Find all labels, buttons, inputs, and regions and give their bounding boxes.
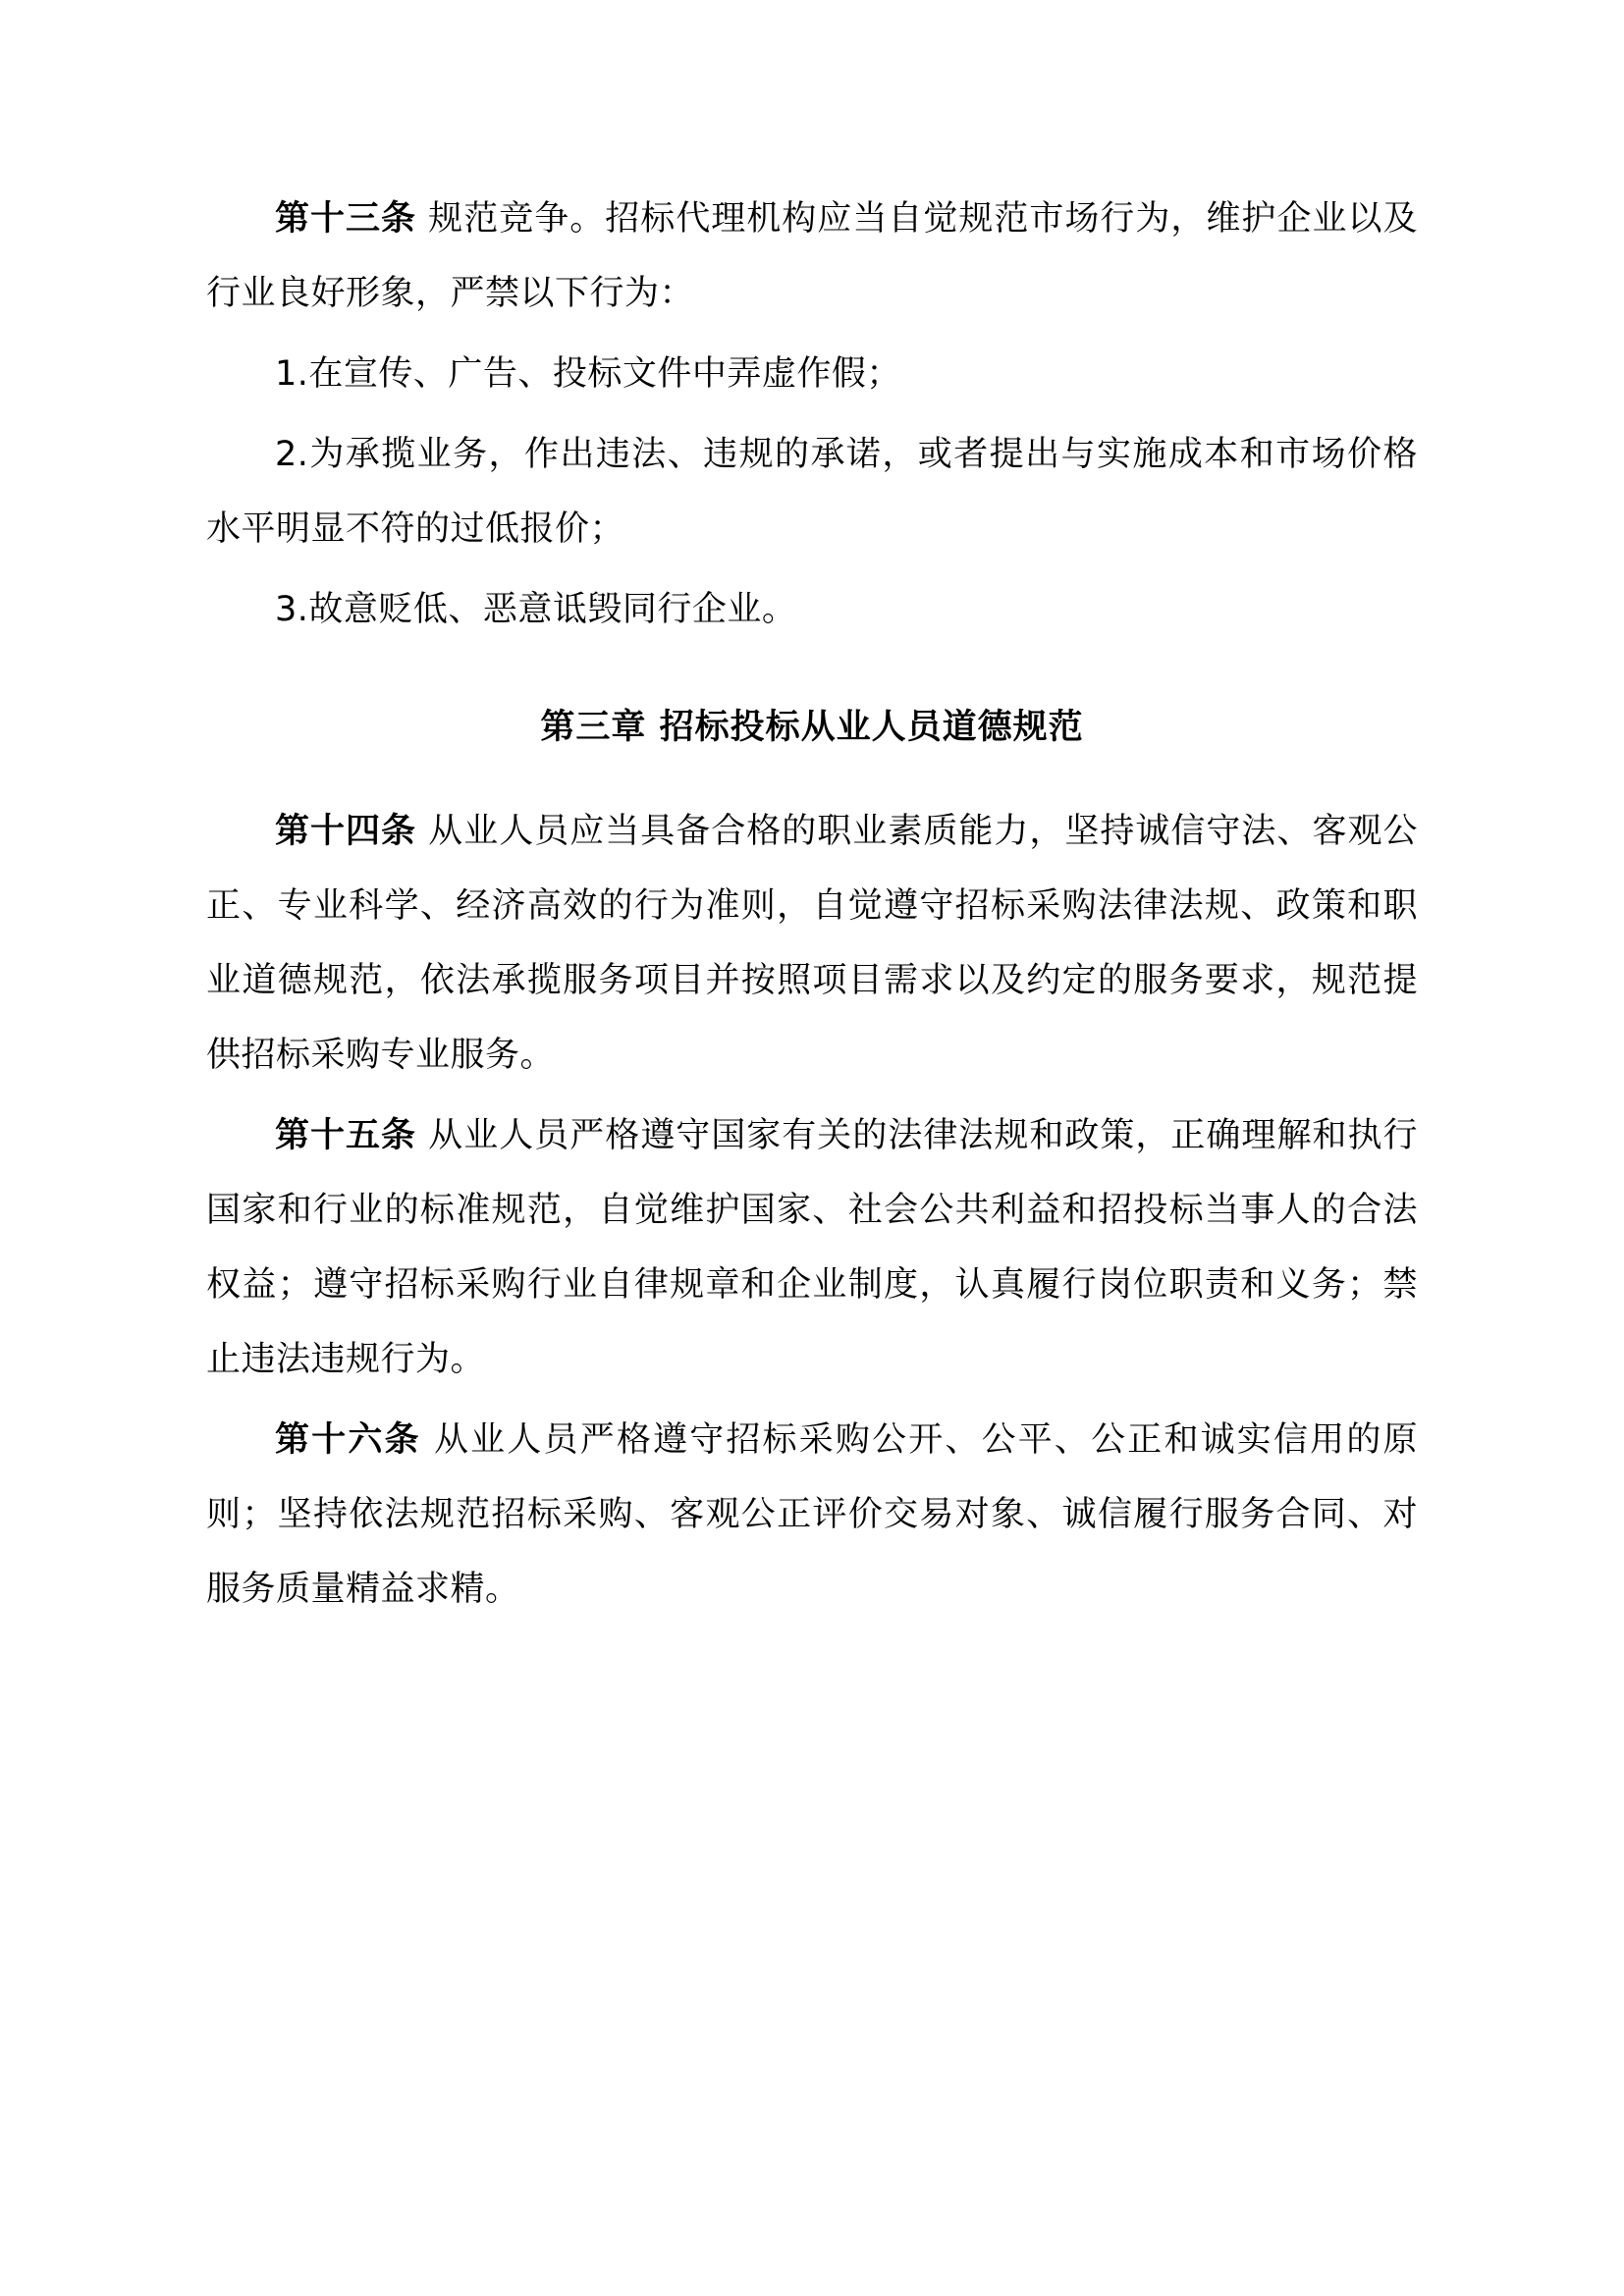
article-text-16: 从业人员严格遵守招标采购公开、公平、公正和诚实信用的原则；坚持依法规范招标采购、客观公正评价交易对象、诚信履行服务合同、对服务质量精益求精。 [206, 1420, 1418, 1609]
list-item-1-text: 1.在宣传、广告、投标文件中弄虚作假； [275, 354, 901, 394]
document-body [206, 182, 1418, 1627]
paragraph-article-14 [206, 794, 1418, 1093]
list-item-3-text: 3.故意贬低、恶意诋毁同行企业。 [275, 590, 797, 629]
paragraph-article-15 [206, 1098, 1418, 1397]
list-item-2 [206, 417, 1418, 566]
paragraph-article-13 [206, 182, 1418, 331]
chapter-heading: 第三章 招标投标从业人员道德规范 [540, 708, 1084, 747]
article-number-15: 第十五条 [275, 1116, 417, 1155]
list-item-3 [206, 572, 1418, 647]
article-number-14: 第十四条 [275, 812, 417, 851]
paragraph-article-16 [206, 1403, 1418, 1627]
article-number-16: 第十六条 [275, 1420, 421, 1460]
article-text-14: 从业人员应当具备合格的职业素质能力，坚持诚信守法、客观公正、专业科学、经济高效的行为准则，自觉遵守招标采购法律法规、政策和职业道德规范，依法承揽服务项目并按照项目需求以及约定的服务要求，规范提供招标采购专业服务。 [206, 812, 1418, 1075]
article-text-15: 从业人员严格遵守国家有关的法律法规和政策，正确理解和执行国家和行业的标准规范，自觉维护国家、社会公共利益和招投标当事人的合法权益；遵守招标采购行业自律规章和企业制度，认真履行岗位职责和义务；禁止违法违规行为。 [206, 1116, 1418, 1379]
list-item-2-text: 2.为承揽业务，作出违法、违规的承诺，或者提出与实施成本和市场价格水平明显不符的过低报价； [206, 435, 1418, 549]
list-item-1 [206, 337, 1418, 411]
article-number-13: 第十三条 [275, 199, 417, 239]
article-text-13: 规范竞争。招标代理机构应当自觉规范市场行为，维护企业以及行业良好形象，严禁以下行为： [206, 199, 1418, 313]
